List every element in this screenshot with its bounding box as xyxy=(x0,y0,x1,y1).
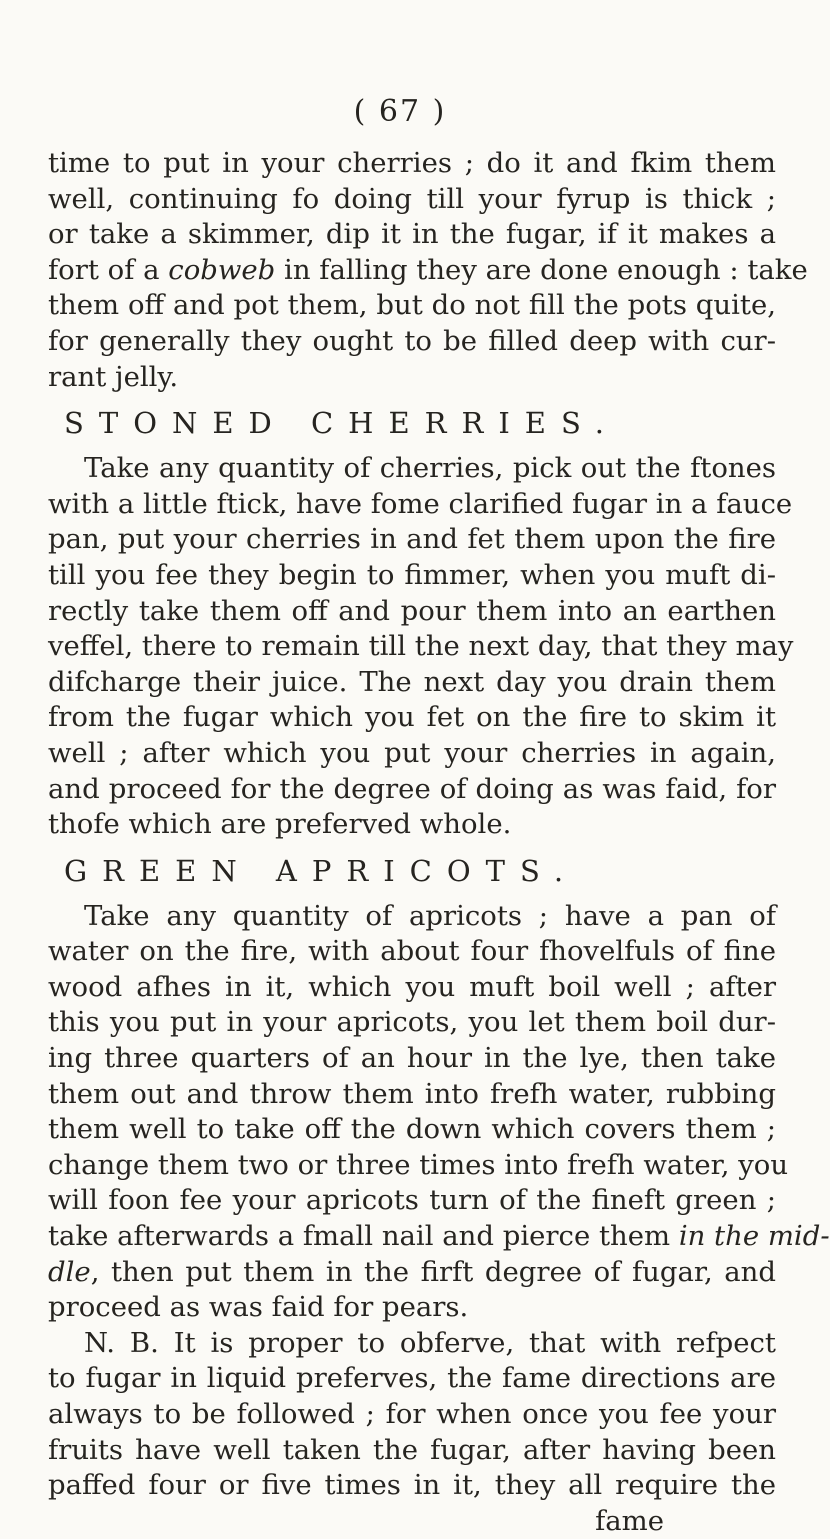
text-line: Take any quantity of cherries, pick out the ftones xyxy=(84,452,776,485)
text-line: will foon fee your apricots turn of the fineft green ; xyxy=(48,1184,776,1217)
text-line: them out and throw them into frefh water, rubbing xyxy=(48,1077,776,1110)
text-line: wood afhes in it, which you muft boil well ; after xyxy=(48,970,776,1003)
page-text xyxy=(48,146,830,1539)
text-line: fort of a cobweb in falling they are done enough : take xyxy=(48,253,808,286)
italic-word: cobweb xyxy=(168,253,276,286)
text-line: this you put in your apricots, you let them boil dur- xyxy=(48,1006,776,1039)
italic-phrase: in the mid- xyxy=(678,1220,830,1253)
text-line: with a little ftick, have fome clarified fugar in a fauce xyxy=(48,487,793,520)
text-line: thofe which are preferved whole. xyxy=(48,808,512,841)
section-heading: STONED CHERRIES. xyxy=(64,406,619,441)
text-line: water on the fire, with about four fhovelfuls of fine xyxy=(48,935,776,968)
text-line: veffel, there to remain till the next day, that they may xyxy=(48,630,794,663)
text-line: for generally they ought to be filled deep with cur- xyxy=(48,324,776,357)
text-line: well, continuing fo doing till your fyrup is thick ; xyxy=(48,182,776,215)
text-line: them off and pot them, but do not fill the pots quite, xyxy=(48,289,776,322)
text-line: rant jelly. xyxy=(48,360,179,393)
text-line: them well to take off the down which covers them ; xyxy=(48,1113,776,1146)
text-line: always to be followed ; for when once you fee your xyxy=(48,1398,776,1430)
text-line: proceed as was faid for pears. xyxy=(48,1291,469,1324)
text-line: dle, then put them in the firft degree of fugar, and xyxy=(48,1255,776,1288)
text-line: ing three quarters of an hour in the lye, then take xyxy=(48,1042,776,1075)
catchword: fame xyxy=(595,1504,664,1537)
text-line: paffed four or five times in it, they all require the xyxy=(48,1469,776,1502)
text-line: fruits have well taken the fugar, after having been xyxy=(48,1433,776,1466)
text-line: till you fee they begin to fimmer, when you muft di- xyxy=(48,558,776,591)
text-line: rectly take them off and pour them into an earthen xyxy=(48,594,776,627)
text-line: N. B. It is proper to obferve, that with refpect xyxy=(84,1326,776,1359)
text-line: or take a skimmer, dip it in the fugar, if it makes a xyxy=(48,218,776,251)
text-line: pan, put your cherries in and fet them upon the fire xyxy=(48,523,776,556)
page-number: ( 67 ) xyxy=(353,94,447,129)
section-heading: GREEN APRICOTS. xyxy=(64,853,579,888)
text-line: change them two or three times into frefh water, you xyxy=(48,1148,789,1181)
text-line: take afterwards a fmall nail and pierce them in the mid- xyxy=(48,1220,830,1253)
text-line: and proceed for the degree of doing as was faid, for xyxy=(48,772,776,805)
italic-phrase: dle xyxy=(48,1255,91,1288)
text-line: from the fugar which you fet on the fire to skim it xyxy=(48,701,776,734)
text-line: time to put in your cherries ; do it and fkim them xyxy=(48,147,776,179)
text-line: Take any quantity of apricots ; have a pan of xyxy=(84,899,776,932)
text-line: to fugar in liquid preferves, the fame directions are xyxy=(48,1362,776,1395)
text-line: difcharge their juice. The next day you drain them xyxy=(48,665,776,698)
text-line: well ; after which you put your cherries in again, xyxy=(48,736,776,769)
